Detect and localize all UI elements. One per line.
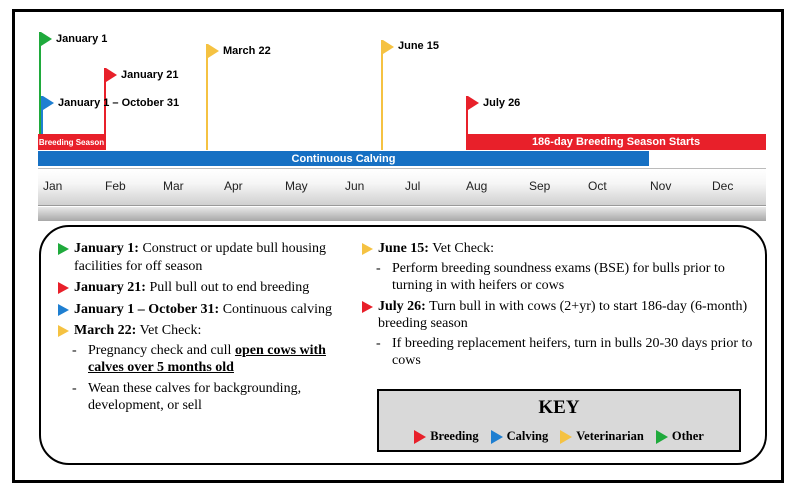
month-label: Dec — [712, 179, 734, 193]
item-date: March 22: — [74, 323, 137, 338]
flag-label: January 1 – October 31 — [58, 97, 180, 109]
month-label: Jan — [43, 179, 63, 193]
item-date: January 1: — [74, 241, 139, 256]
list-item-january-21 — [58, 279, 353, 297]
key-label: Calving — [506, 429, 549, 443]
dash: - — [72, 380, 77, 396]
item-date: January 1 – October 31: — [74, 301, 220, 317]
red-triangle-icon — [362, 301, 373, 313]
flag-pole — [206, 44, 208, 150]
list-item-january-1-october-31 — [58, 301, 353, 319]
key-label: Breeding — [430, 429, 479, 443]
list-item-june-15 — [362, 240, 754, 258]
sub-item-text: If breeding replacement heifers, turn in bulls 20-30 days prior to cows — [392, 335, 753, 368]
breeding-season-bar: Breeding Season — [38, 134, 105, 150]
sub-item-bse — [362, 260, 754, 295]
item-text: Construct or update bull housing facilities for off season — [74, 241, 326, 274]
blue-triangle-icon — [58, 304, 69, 316]
month-label: Jul — [405, 179, 421, 193]
item-text: Continuous calving — [219, 301, 332, 317]
emphasis-text: open cows with calves over 5 months old — [88, 342, 326, 375]
sub-item-text: Wean these calves for backgrounding, development, or sell — [88, 380, 302, 413]
red-triangle-icon — [414, 430, 426, 444]
list-item-july-26 — [362, 298, 754, 333]
axis-shadow-bar — [38, 207, 766, 221]
yellow-triangle-icon — [362, 243, 373, 255]
details-left-column — [58, 240, 353, 418]
dash: - — [376, 335, 381, 351]
month-label: Apr — [224, 179, 243, 193]
item-date: July 26: — [378, 298, 426, 314]
green-triangle-icon — [58, 243, 69, 255]
item-text: Turn bull in with cows (2+yr) to start 186-day (6-month) breeding season — [378, 298, 748, 331]
key-label: Veterinarian — [576, 429, 644, 443]
yellow-triangle-icon — [58, 325, 69, 337]
item-date: June 15: — [378, 241, 429, 256]
flag-label: June 15 — [398, 40, 439, 52]
month-label: Mar — [163, 179, 184, 193]
month-label: Sep — [529, 179, 551, 193]
key-title: KEY — [538, 397, 580, 418]
item-date: January 21: — [74, 280, 146, 295]
red-flag-icon — [468, 96, 479, 110]
sub-item-text: Pregnancy check and cull — [88, 342, 235, 358]
sub-item-pregnancy-check — [58, 342, 353, 377]
key-item-calving — [491, 429, 549, 444]
dash: - — [376, 260, 381, 276]
green-triangle-icon — [656, 430, 668, 444]
blue-triangle-icon — [491, 430, 503, 444]
month-label: Feb — [105, 179, 126, 193]
sub-item-replacement-heifers — [362, 335, 754, 370]
item-text: Pull bull out to end breeding — [145, 280, 310, 295]
item-text: Vet Check: — [428, 241, 495, 256]
sub-item-text: Perform breeding soundness exams (BSE) for bulls prior to turning in with heifers or cows — [392, 260, 725, 293]
yellow-flag-icon — [383, 40, 394, 54]
list-item-march-22 — [58, 322, 353, 340]
details-right-column — [362, 240, 754, 373]
item-text: Vet Check: — [136, 323, 202, 338]
flag-label: July 26 — [483, 97, 521, 109]
key-items — [379, 429, 739, 444]
flag-pole — [381, 40, 383, 150]
key-item-breeding — [414, 429, 478, 444]
month-label: Nov — [650, 179, 672, 193]
dash: - — [72, 342, 77, 358]
key-label: Other — [671, 429, 704, 443]
red-triangle-icon — [58, 282, 69, 294]
blue-flag-icon — [43, 96, 54, 110]
yellow-triangle-icon — [560, 430, 572, 444]
month-label: May — [285, 179, 308, 193]
red-flag-icon — [106, 68, 117, 82]
month-label: Jun — [345, 179, 365, 193]
flag-label: January 21 — [121, 69, 179, 81]
month-label: Oct — [588, 179, 607, 193]
key-item-veterinarian — [560, 429, 644, 444]
yellow-flag-icon — [208, 44, 219, 58]
key-item-other — [656, 429, 704, 444]
breeding-season-starts-bar: 186-day Breeding Season Starts — [466, 134, 766, 150]
legend-key — [377, 389, 741, 452]
flag-label: January 1 — [56, 33, 108, 45]
list-item-january-1 — [58, 240, 353, 275]
flag-label: March 22 — [223, 45, 271, 57]
sub-item-wean-calves — [58, 380, 353, 415]
month-label: Aug — [466, 179, 488, 193]
month-axis — [38, 168, 766, 206]
green-flag-icon — [41, 32, 52, 46]
continuous-calving-bar: Continuous Calving — [38, 151, 649, 166]
